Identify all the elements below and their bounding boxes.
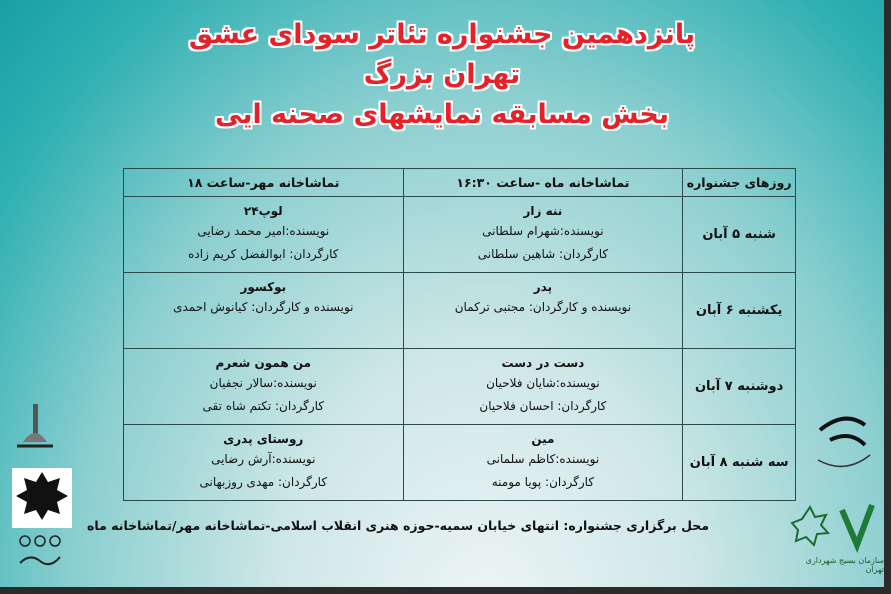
credit: نویسنده:شهرام سلطانی [482, 224, 604, 238]
day-cell: دوشنبه ۷ آبان [683, 349, 796, 425]
mah-cell [403, 425, 683, 501]
mehr-cell [124, 425, 404, 501]
day-cell: یکشنبه ۶ آبان [683, 273, 796, 349]
hozeh-honari-logo-icon [12, 468, 72, 528]
play-title: پدر [533, 280, 553, 294]
schedule-table [123, 168, 796, 501]
credit: کارگردان: پویا مومنه [491, 475, 595, 489]
play-title: لوپ۲۴ [243, 204, 283, 218]
basij-logo-icon [832, 500, 877, 555]
credit: نویسنده:امیر محمد رضایی [197, 224, 330, 238]
venue-text: محل برگزاری جشنواره: انتهای خیابان سمیه-حوزه هنری انقلاب اسلامی-تماشاخانه مهر/تماشاخانه ماه [87, 518, 709, 533]
municipality-star-logo-icon [790, 505, 830, 550]
play-title: ننه زار [523, 204, 563, 218]
association-logo-icon [15, 533, 65, 581]
mehr-cell [124, 349, 404, 425]
title-line-1: پانزدهمین جشنواره تئاتر سودای عشق [188, 19, 696, 50]
table-header [124, 169, 796, 197]
title-line-2: تهران بزرگ [363, 59, 521, 90]
play-title: مین [531, 432, 555, 446]
mosque-logo-icon [15, 402, 55, 450]
theatre-logo-icon [810, 400, 875, 480]
play-title: دست در دست [501, 356, 585, 370]
credit: کارگردان: ابوالفضل کریم زاده [188, 247, 339, 261]
table-row [124, 349, 796, 425]
credit: نویسنده و کارگردان: مجتبی ترکمان [454, 300, 632, 314]
title-line-3: بخش مسابقه نمایشهای صحنه ایی [215, 99, 669, 130]
credit: نویسنده:کاظم سلمانی [486, 452, 600, 466]
day-cell: شنبه ۵ آبان [683, 197, 796, 273]
header-mehr: تماشاخانه مهر-ساعت ۱۸ [124, 169, 404, 197]
credit: نویسنده و کارگردان: کیانوش احمدی [173, 300, 354, 314]
credit: نویسنده:آرش رضایی [211, 452, 316, 466]
play-title: روستای پدری [223, 432, 304, 446]
play-title: بوکسور [240, 280, 287, 294]
credit: کارگردان: شاهین سلطانی [477, 247, 609, 261]
header-mah: تماشاخانه ماه -ساعت ۱۶:۳۰ [403, 169, 683, 197]
credit: نویسنده:سالار نجفیان [209, 376, 317, 390]
tehran-org-caption: سازمان بسیج شهرداری تهران [805, 556, 884, 574]
mah-cell [403, 273, 683, 349]
mehr-cell [124, 197, 404, 273]
play-title: من همون شعرم [215, 356, 312, 370]
mah-cell [403, 349, 683, 425]
table-row [124, 273, 796, 349]
table-row [124, 425, 796, 501]
credit: کارگردان: مهدی روزبهانی [199, 475, 328, 489]
credit: کارگردان: احسان فلاحیان [479, 399, 607, 413]
credit: نویسنده:شایان فلاحیان [486, 376, 600, 390]
day-cell: سه شنبه ۸ آبان [683, 425, 796, 501]
table-row [124, 197, 796, 273]
credit: کارگردان: تکتم شاه تقی [202, 399, 325, 413]
mah-cell [403, 197, 683, 273]
mehr-cell [124, 273, 404, 349]
header-days: روزهای جشنواره [683, 169, 796, 197]
